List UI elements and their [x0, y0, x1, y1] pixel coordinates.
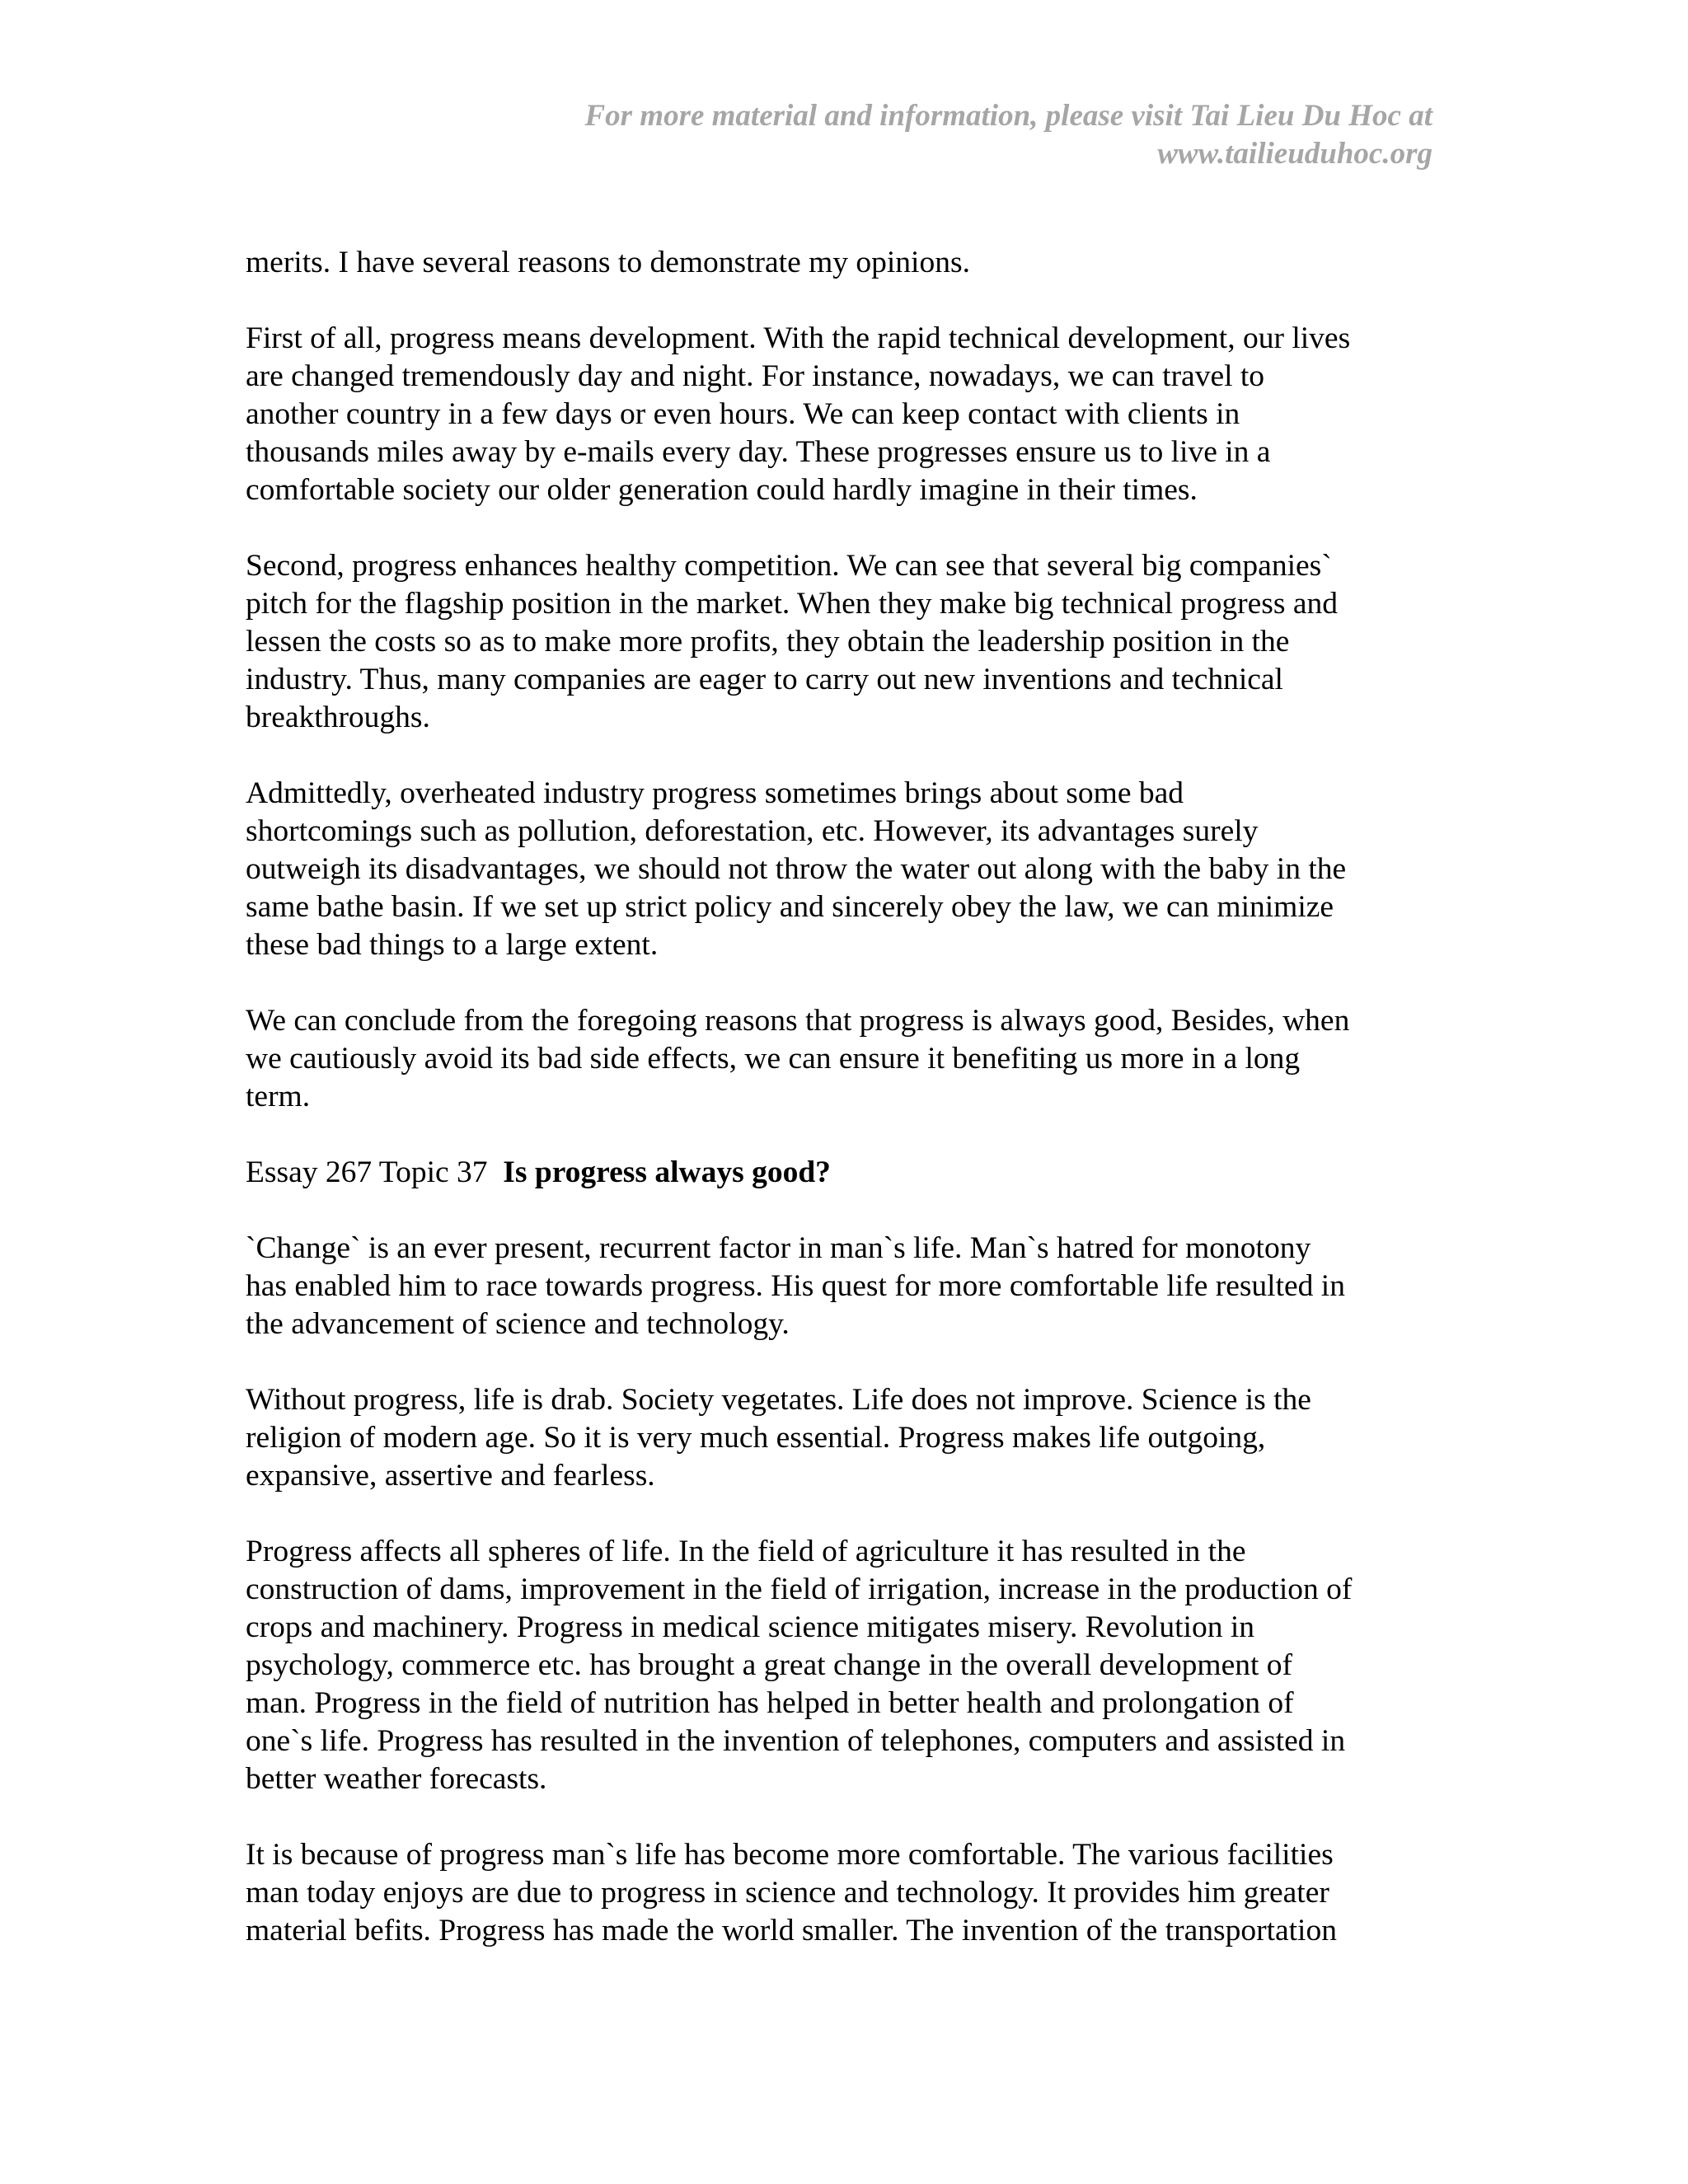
text-line: material befits. Progress has made the world smaller. The invention of the transportation — [246, 1914, 1337, 1947]
paragraph-conclusion — [246, 1002, 1441, 1116]
essay-number: Essay 267 Topic 37 — [246, 1155, 504, 1189]
essay-topic-title: Is progress always good? — [503, 1155, 831, 1189]
paragraph-change — [246, 1230, 1441, 1343]
text-line: religion of modern age. So it is very much essential. Progress makes life outgoing, — [246, 1421, 1266, 1455]
essay-title — [246, 1154, 1441, 1192]
text-line: term. — [246, 1080, 311, 1113]
text-line: expansive, assertive and fearless. — [246, 1459, 655, 1493]
text-line: better weather forecasts. — [246, 1762, 547, 1796]
text-line: man. Progress in the field of nutrition has helped in better health and prolongation of — [246, 1686, 1294, 1720]
text-line: crops and machinery. Progress in medical science mitigates misery. Revolution in — [246, 1610, 1254, 1644]
paragraph-second-reason — [246, 547, 1441, 737]
paragraph-comfort — [246, 1836, 1441, 1950]
text-line: the advancement of science and technology. — [246, 1307, 790, 1341]
text-line: We can conclude from the foregoing reasons that progress is always good, Besides, when — [246, 1004, 1350, 1038]
text-line: First of all, progress means development. With the rapid technical development, our lives — [246, 321, 1351, 355]
paragraph-spheres-of-life — [246, 1533, 1441, 1798]
paragraph-first-reason — [246, 320, 1441, 509]
text-line: these bad things to a large extent. — [246, 928, 659, 962]
header-note-url: www.tailieuduhoc.org — [1157, 137, 1432, 171]
text-line: psychology, commerce etc. has brought a great change in the overall development of — [246, 1648, 1293, 1682]
text-line: industry. Thus, many companies are eager to carry out new inventions and technical — [246, 663, 1283, 696]
text-line: Progress affects all spheres of life. In the field of agriculture it has resulted in the — [246, 1535, 1246, 1568]
text-line: `Change` is an ever present, recurrent factor in man`s life. Man`s hatred for monotony — [246, 1231, 1311, 1265]
text-line: thousands miles away by e-mails every day. These progresses ensure us to live in a — [246, 435, 1271, 469]
document-body — [246, 244, 1441, 1988]
text-line: Without progress, life is drab. Society vegetates. Life does not improve. Science is the — [246, 1383, 1311, 1417]
paragraph-admittedly — [246, 775, 1441, 964]
text-line: merits. I have several reasons to demonstrate my opinions. — [246, 246, 970, 279]
text-line: one`s life. Progress has resulted in the invention of telephones, computers and assisted in — [246, 1724, 1346, 1758]
text-line: construction of dams, improvement in the field of irrigation, increase in the production of — [246, 1572, 1353, 1606]
header-note — [361, 97, 1432, 173]
text-line: shortcomings such as pollution, deforestation, etc. However, its advantages surely — [246, 814, 1259, 848]
text-line: lessen the costs so as to make more profits, they obtain the leadership position in the — [246, 625, 1290, 658]
text-line: another country in a few days or even hours. We can keep contact with clients in — [246, 397, 1240, 431]
text-line: breakthroughs. — [246, 701, 430, 734]
text-line: we cautiously avoid its bad side effects, we can ensure it benefiting us more in a long — [246, 1042, 1301, 1076]
text-line: outweigh its disadvantages, we should not throw the water out along with the baby in the — [246, 852, 1347, 886]
text-line: It is because of progress man`s life has become more comfortable. The various facilities — [246, 1838, 1334, 1872]
text-line: comfortable society our older generation could hardly imagine in their times. — [246, 473, 1198, 507]
text-line: Second, progress enhances healthy competition. We can see that several big companies` — [246, 549, 1332, 583]
paragraph-opening — [246, 244, 1441, 282]
text-line: pitch for the flagship position in the market. When they make big technical progress and — [246, 587, 1338, 621]
text-line: has enabled him to race towards progress. His quest for more comfortable life resulted in — [246, 1269, 1345, 1303]
text-line: man today enjoys are due to progress in science and technology. It provides him greater — [246, 1876, 1329, 1910]
text-line: are changed tremendously day and night. For instance, nowadays, we can travel to — [246, 359, 1265, 393]
header-note-line-1: For more material and information, please visit Tai Lieu Du Hoc at — [584, 99, 1432, 133]
text-line: Admittedly, overheated industry progress sometimes brings about some bad — [246, 776, 1184, 810]
text-line: same bathe basin. If we set up strict policy and sincerely obey the law, we can minimize — [246, 890, 1334, 924]
paragraph-without-progress — [246, 1381, 1441, 1495]
